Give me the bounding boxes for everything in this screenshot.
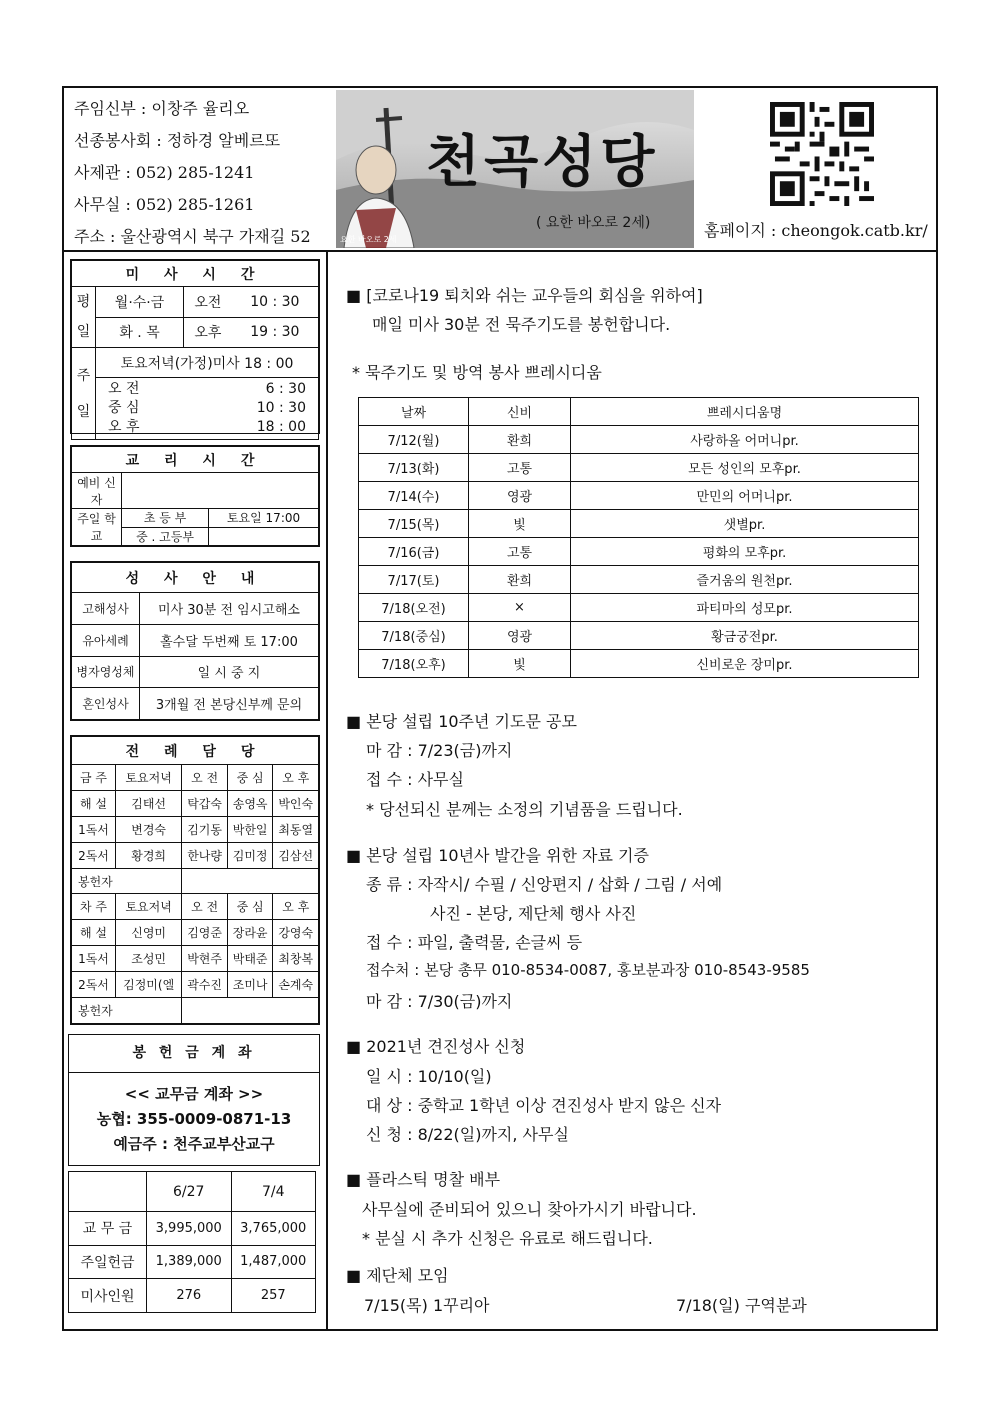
liturgy-cell: 한나량	[182, 842, 228, 868]
sunday-mass-name: 중 심	[108, 400, 140, 416]
liturgy-cell: 박태준	[227, 946, 273, 972]
prayer-mystery: 고통	[469, 454, 571, 482]
prayer-mystery: 빛	[469, 510, 571, 538]
notice-value: 사무실	[417, 770, 464, 789]
sunday-school-label: 주일 학교	[72, 509, 122, 546]
prayer-date: 7/13(화)	[359, 454, 469, 482]
notice-value: 자작시/ 수필 / 신앙편지 / 삽화 / 그림 / 서예	[417, 875, 723, 894]
sunday-label: 주일	[72, 348, 96, 440]
notice-value: 본당 총무 010-8534-0087, 홍보분과장 010-8543-9585	[424, 961, 810, 979]
notice-place-row	[366, 959, 810, 980]
prayer-praesidium: 신비로운 장미pr.	[571, 650, 919, 678]
prayer-praesidium: 즐거움의 원천pr.	[571, 566, 919, 594]
liturgy-cell: 박현주	[182, 946, 228, 972]
notice-date-row	[366, 1064, 492, 1087]
notice-covid-title: ■ [코로나19 퇴치와 쉬는 교우들의 회심을 위하여]	[346, 286, 703, 305]
liturgy-cell: 송영옥	[227, 790, 273, 816]
notice-value: 파일, 출력물, 손글씨 등	[417, 933, 583, 952]
notice-label: 종 류 :	[366, 875, 413, 894]
liturgy-cell: 김태선	[116, 790, 182, 816]
prayer-header: 쁘레시디움명	[571, 398, 919, 426]
catechumen-label: 예비 신자	[72, 473, 122, 509]
offertory-label: 봉헌자	[72, 868, 182, 894]
liturgy-header-cell: 토요저녁	[116, 894, 182, 920]
liturgy-cell: 김기동	[182, 816, 228, 842]
prayer-date: 7/15(목)	[359, 510, 469, 538]
sacrament-name: 유아세례	[72, 624, 140, 656]
notice-type-row	[366, 872, 722, 895]
sacrament-name: 병자영성체	[72, 656, 140, 688]
homepage-label: 홈페이지 :	[704, 221, 777, 240]
header	[64, 88, 936, 252]
offering-title: 봉 헌 금 계 좌	[69, 1035, 319, 1073]
liturgy-cell: 곽수진	[182, 972, 228, 998]
stats-value: 3,995,000	[147, 1212, 232, 1246]
prayer-date: 7/18(오후)	[359, 650, 469, 678]
sacrament-value: 미사 30분 전 임시고해소	[140, 593, 319, 625]
prayer-header: 날짜	[359, 398, 469, 426]
sacrament-value: 홀수달 두번째 토 17:00	[140, 624, 319, 656]
stats-table	[68, 1171, 316, 1313]
liturgy-cell: 해 설	[72, 790, 116, 816]
sunday-mass-row	[108, 418, 306, 437]
notice-label: 신 청 :	[366, 1125, 413, 1144]
sunday-mass-row	[108, 399, 306, 418]
notice-nametag-title: ■ 플라스틱 명찰 배부	[346, 1170, 501, 1189]
prayer-date: 7/18(중심)	[359, 622, 469, 650]
notice-covid-line: 매일 미사 30분 전 묵주기도를 봉헌합니다.	[372, 315, 671, 334]
photo-caption: 요한 바오로 2세	[340, 235, 397, 244]
church-title: 천곡성당	[426, 129, 659, 195]
stats-value: 1,487,000	[231, 1245, 316, 1279]
weekday-time: 10 : 30	[232, 287, 319, 318]
homepage-line	[704, 218, 928, 241]
prayer-schedule-table	[358, 397, 919, 678]
elementary-time: 토요일 17:00	[209, 509, 319, 528]
liturgy-cell: 김정미(엘	[116, 972, 182, 998]
sacraments-box	[70, 561, 320, 721]
notice-value: 중학교 1학년 이상 견진성사 받지 않은 신자	[417, 1096, 722, 1115]
bank-account: 농협: 355-0009-0871-13	[96, 1110, 292, 1128]
liturgy-cell: 김삼선	[273, 842, 319, 868]
liturgy-cell: 신영미	[116, 920, 182, 946]
liturgy-cell: 김영준	[182, 920, 228, 946]
liturgy-header-cell: 중 심	[227, 894, 273, 920]
stats-row-name: 주일헌금	[69, 1245, 147, 1279]
liturgy-header-cell: 토요저녁	[116, 765, 182, 791]
liturgy-cell: 2독서	[72, 972, 116, 998]
liturgy-header-cell: 오 전	[182, 894, 228, 920]
stats-row-name: 교 무 금	[69, 1212, 147, 1246]
liturgy-cell: 최동열	[273, 816, 319, 842]
catechism-box	[70, 445, 320, 547]
sunday-mass-time: 18 : 00	[256, 419, 306, 435]
prayer-date: 7/16(금)	[359, 538, 469, 566]
stats-date: 7/4	[231, 1172, 316, 1212]
funeral-service-info: 선종봉사회 : 정하경 알베르또	[74, 131, 281, 150]
notice-label: 마 감 :	[366, 741, 413, 760]
sunday-mass-time: 10 : 30	[256, 400, 306, 416]
title-banner	[336, 90, 694, 248]
liturgy-cell: 김미정	[227, 842, 273, 868]
notice-apply-row	[366, 1122, 569, 1145]
sacrament-name: 혼인성사	[72, 688, 140, 720]
stats-value: 276	[147, 1279, 232, 1313]
prayer-date: 7/18(오전)	[359, 594, 469, 622]
sunday-mass-time: 6 : 30	[265, 381, 306, 397]
notice-deadline-row	[366, 738, 512, 761]
liturgy-cell: 해 설	[72, 920, 116, 946]
weekday-time: 19 : 30	[232, 317, 319, 348]
liturgy-title: 전 례 담 당	[72, 737, 319, 765]
prayer-praesidium: 만민의 어머니pr.	[571, 482, 919, 510]
stats-value: 1,389,000	[147, 1245, 232, 1279]
prayer-date: 7/14(수)	[359, 482, 469, 510]
notice-label: 일 시 :	[366, 1067, 413, 1086]
prayer-date: 7/17(토)	[359, 566, 469, 594]
prayer-mystery: 환희	[469, 426, 571, 454]
liturgy-cell: 변경숙	[116, 816, 182, 842]
prayer-praesidium: 황금궁전pr.	[571, 622, 919, 650]
weekday-ampm: 오전	[184, 287, 232, 318]
liturgy-cell: 최창복	[273, 946, 319, 972]
notice-receipt-row	[366, 930, 582, 953]
notice-value: 7/30(금)까지	[417, 992, 513, 1011]
stats-value: 3,765,000	[231, 1212, 316, 1246]
account-holder: 예금주 : 천주교부산교구	[113, 1135, 275, 1153]
column-divider	[326, 252, 328, 1331]
liturgy-cell: 2독서	[72, 842, 116, 868]
liturgy-cell: 박한일	[227, 816, 273, 842]
prayer-mystery: 영광	[469, 622, 571, 650]
prayer-mystery: 빛	[469, 650, 571, 678]
liturgy-header-cell: 오 후	[273, 894, 319, 920]
stats-date: 6/27	[147, 1172, 232, 1212]
prayer-praesidium: 모든 성인의 모후pr.	[571, 454, 919, 482]
address: 주소 : 울산광역시 북구 가재길 52	[74, 227, 311, 246]
qr-code[interactable]	[770, 102, 874, 206]
notice-receipt-row	[366, 767, 464, 790]
sunday-mass-row	[108, 380, 306, 399]
sacrament-value: 3개월 전 본당신부께 문의	[140, 688, 319, 720]
notice-label: 대 상 :	[366, 1096, 413, 1115]
sunday-mass-name: 오 전	[108, 381, 140, 397]
notice-value: 8/22(일)까지, 사무실	[417, 1125, 569, 1144]
church-subtitle: ( 요한 바오로 2세)	[536, 215, 651, 231]
liturgy-cell: 손계숙	[273, 972, 319, 998]
notice-deadline-row	[366, 989, 512, 1012]
offering-account-box	[68, 1034, 320, 1166]
pastor-info: 주임신부 : 이창주 율리오	[74, 99, 250, 118]
catechism-title: 교 리 시 간	[72, 447, 319, 473]
saturday-mass: 토요저녁(가정)미사 18 : 00	[96, 348, 319, 378]
liturgy-header-cell: 오 후	[273, 765, 319, 791]
prayer-mystery: ×	[469, 594, 571, 622]
liturgy-cell: 탁갑숙	[182, 790, 228, 816]
notice-label: 접 수 :	[366, 933, 413, 952]
homepage-link[interactable]: cheongok.catb.kr/	[781, 221, 928, 240]
notice-nametag-line: 사무실에 준비되어 있으니 찾아가시기 바랍니다.	[362, 1200, 697, 1219]
stats-value: 257	[231, 1279, 316, 1313]
liturgy-cell: 조성민	[116, 946, 182, 972]
prayer-praesidium: 사랑하올 어머니pr.	[571, 426, 919, 454]
notice-prayer-contest-title: ■ 본당 설립 10주년 기도문 공모	[346, 712, 577, 731]
sacrament-value: 일 시 중 지	[140, 656, 319, 688]
notice-label: 접 수 :	[366, 770, 413, 789]
prayer-mystery: 환희	[469, 566, 571, 594]
prayer-mystery: 고통	[469, 538, 571, 566]
sacrament-name: 고해성사	[72, 593, 140, 625]
liturgy-cell: 조미나	[227, 972, 273, 998]
weekday-label: 평일	[72, 287, 96, 348]
office-phone: 사무실 : 052) 285-1261	[74, 195, 255, 214]
weekday-days: 월·수·금	[96, 287, 184, 318]
liturgy-cell: 강영숙	[273, 920, 319, 946]
liturgy-header-cell: 중 심	[227, 765, 273, 791]
notice-label: 접수처 :	[366, 961, 420, 979]
elementary-label: 초 등 부	[122, 509, 209, 528]
liturgy-cell: 1독서	[72, 946, 116, 972]
liturgy-cell: 황경희	[116, 842, 182, 868]
notice-confirmation-title: ■ 2021년 견진성사 신청	[346, 1037, 526, 1056]
rectory-phone: 사제관 : 052) 285-1241	[74, 163, 255, 182]
notice-value: 10/10(일)	[417, 1067, 492, 1086]
sacraments-title: 성 사 안 내	[72, 563, 319, 593]
stats-row-name: 미사인원	[69, 1279, 147, 1313]
liturgy-cell: 1독서	[72, 816, 116, 842]
liturgy-cell: 박인숙	[273, 790, 319, 816]
prayer-date: 7/12(월)	[359, 426, 469, 454]
liturgy-header-cell: 차 주	[72, 894, 116, 920]
weekday-days: 화 . 목	[96, 317, 184, 348]
mass-times-box	[70, 259, 320, 434]
weekday-ampm: 오후	[184, 317, 232, 348]
notice-value: 7/23(금)까지	[417, 741, 513, 760]
notice-covid-sub: * 묵주기도 및 방역 봉사 쁘레시디움	[352, 363, 602, 382]
notice-label: 마 감 :	[366, 992, 413, 1011]
prayer-header: 신비	[469, 398, 571, 426]
meeting-right: 7/18(일) 구역분과	[676, 1296, 807, 1315]
notice-note: * 당선되신 분께는 소정의 기념품을 드립니다.	[366, 800, 683, 819]
notice-nametag-note: * 분실 시 추가 신청은 유료로 해드립니다.	[362, 1229, 653, 1248]
liturgy-box	[70, 735, 320, 1025]
mass-times-title: 미 사 시 간	[72, 261, 319, 287]
prayer-mystery: 영광	[469, 482, 571, 510]
notice-history-title: ■ 본당 설립 10년사 발간을 위한 자료 기증	[346, 846, 649, 865]
meeting-left: 7/15(목) 1꾸리아	[364, 1296, 490, 1315]
notice-type-row2: 사진 - 본당, 제단체 행사 사진	[430, 904, 637, 923]
account-label: << 교무금 계좌 >>	[124, 1085, 264, 1103]
sunday-mass-name: 오 후	[108, 419, 140, 435]
liturgy-cell: 장라윤	[227, 920, 273, 946]
offertory-label: 봉헌자	[72, 998, 182, 1024]
liturgy-header-cell: 오 전	[182, 765, 228, 791]
prayer-praesidium: 파티마의 성모pr.	[571, 594, 919, 622]
middle-high-label: 중 . 고등부	[122, 527, 209, 546]
liturgy-header-cell: 금 주	[72, 765, 116, 791]
notice-target-row	[366, 1093, 721, 1116]
notice-meeting-title: ■ 제단체 모임	[346, 1266, 449, 1285]
prayer-praesidium: 샛별pr.	[571, 510, 919, 538]
prayer-praesidium: 평화의 모후pr.	[571, 538, 919, 566]
